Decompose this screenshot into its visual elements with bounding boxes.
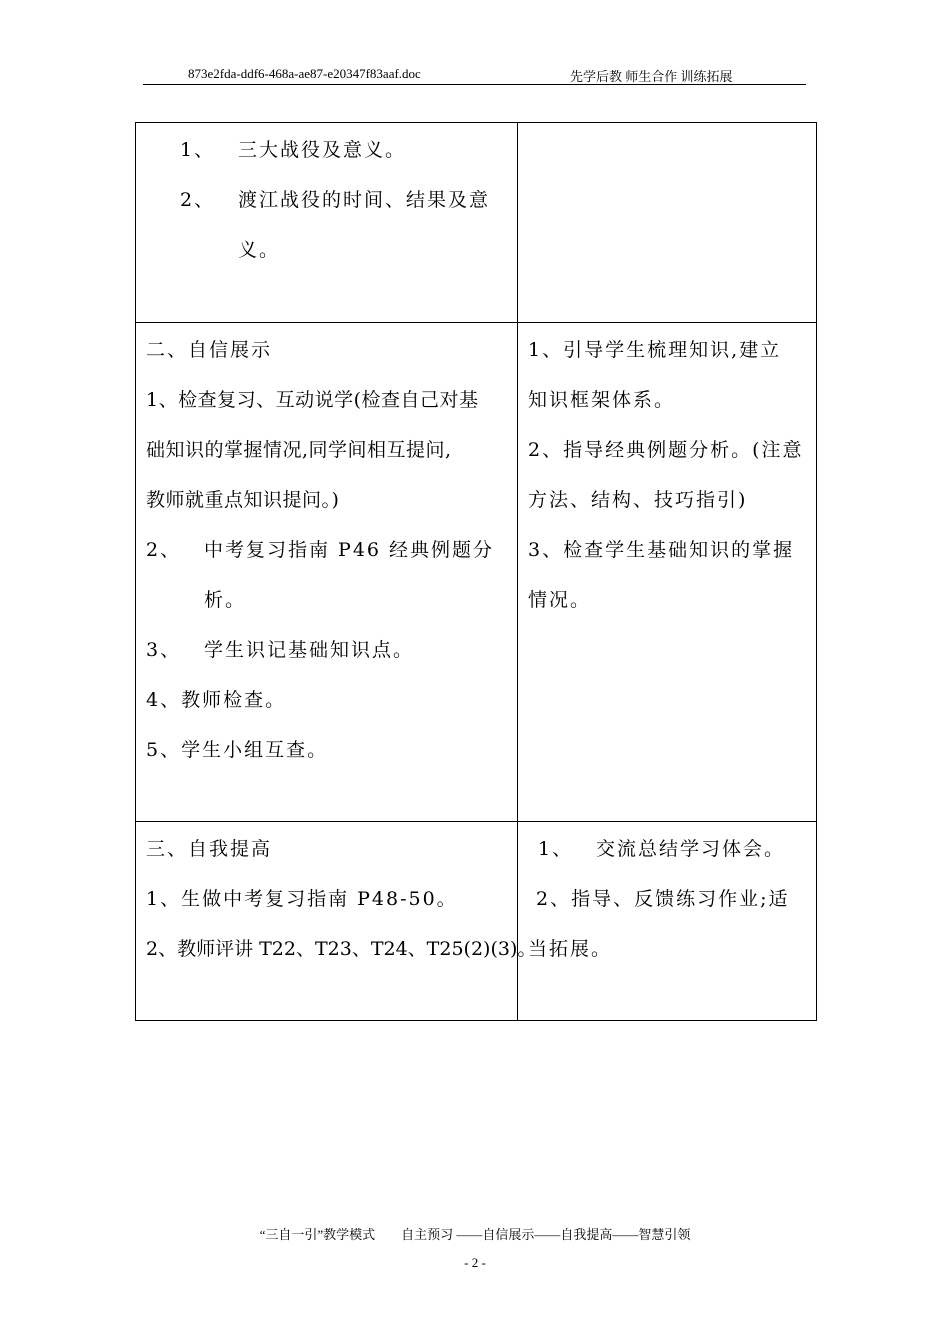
item-text: 析。: [204, 589, 247, 611]
row1-right-cell: [518, 123, 817, 323]
list-item: [136, 625, 517, 675]
list-item-continuation: 情况。: [528, 589, 592, 611]
item-text: 义。: [238, 239, 281, 261]
list-item: 2、教师评讲 T22、T23、T24、T25(2)(3)。: [146, 938, 537, 960]
list-item-continuation: 方法、结构、技巧指引): [528, 489, 748, 511]
list-item: [136, 125, 517, 175]
list-item: 2、指导、反馈练习作业;适: [528, 888, 790, 910]
item-text: 中考复习指南 P46 经典例题分: [204, 539, 495, 561]
list-item: 2、指导经典例题分析。(注意: [528, 439, 804, 461]
item-number: 2、: [146, 539, 182, 561]
list-item: 1、检查复习、互动说学(检查自己对基: [146, 389, 479, 411]
list-item-continuation: [136, 575, 517, 625]
list-item: [136, 175, 517, 225]
row3-left-cell: [136, 822, 537, 1021]
table-row: [136, 123, 817, 323]
list-item: 3、检查学生基础知识的掌握: [528, 539, 795, 561]
item-number: 1、: [180, 139, 216, 161]
footer-motto: “三自一引”教学模式 自主预习 ——自信展示——自我提高——智慧引领: [259, 1227, 691, 1242]
row3-right-cell: [518, 822, 817, 1021]
lesson-table: [135, 122, 817, 1021]
list-item: [136, 525, 517, 575]
item-text: 交流总结学习体会。: [596, 838, 786, 860]
item-number: 1、: [538, 838, 574, 860]
item-number: 3、: [146, 639, 182, 661]
page-number: - 2 -: [464, 1255, 486, 1270]
row2-left-cell: [136, 323, 518, 822]
row2-right-cell: [518, 323, 817, 822]
list-item-continuation: 教师就重点知识提问。): [146, 489, 340, 511]
list-item-continuation: 知识框架体系。: [528, 389, 676, 411]
table-row: [136, 822, 817, 1021]
header-rule: [143, 84, 806, 85]
row1-left-cell: [136, 123, 518, 323]
list-item: 5、学生小组互查。: [146, 739, 329, 761]
item-text: 学生识记基础知识点。: [204, 639, 415, 661]
list-item: 1、引导学生梳理知识,建立: [528, 339, 782, 361]
item-number: 2、: [180, 189, 216, 211]
list-item: 4、教师检查。: [146, 689, 287, 711]
list-item-continuation: 当拓展。: [528, 938, 613, 960]
header-filename: 873e2fda-ddf6-468a-ae87-e20347f83aaf.doc: [188, 66, 421, 81]
list-item-continuation: [136, 225, 517, 275]
list-item-continuation: 础知识的掌握情况,同学间相互提问,: [146, 439, 452, 461]
list-item: [518, 824, 816, 874]
item-text: 三大战役及意义。: [238, 139, 407, 161]
header-motto: 先学后教 师生合作 训练拓展: [570, 69, 733, 84]
list-item: 1、生做中考复习指南 P48-50。: [146, 888, 458, 910]
item-text: 渡江战役的时间、结果及意: [238, 189, 491, 211]
section-heading: 二、自信展示: [146, 339, 273, 361]
section-heading: 三、自我提高: [146, 838, 273, 860]
table-row: [136, 323, 817, 822]
